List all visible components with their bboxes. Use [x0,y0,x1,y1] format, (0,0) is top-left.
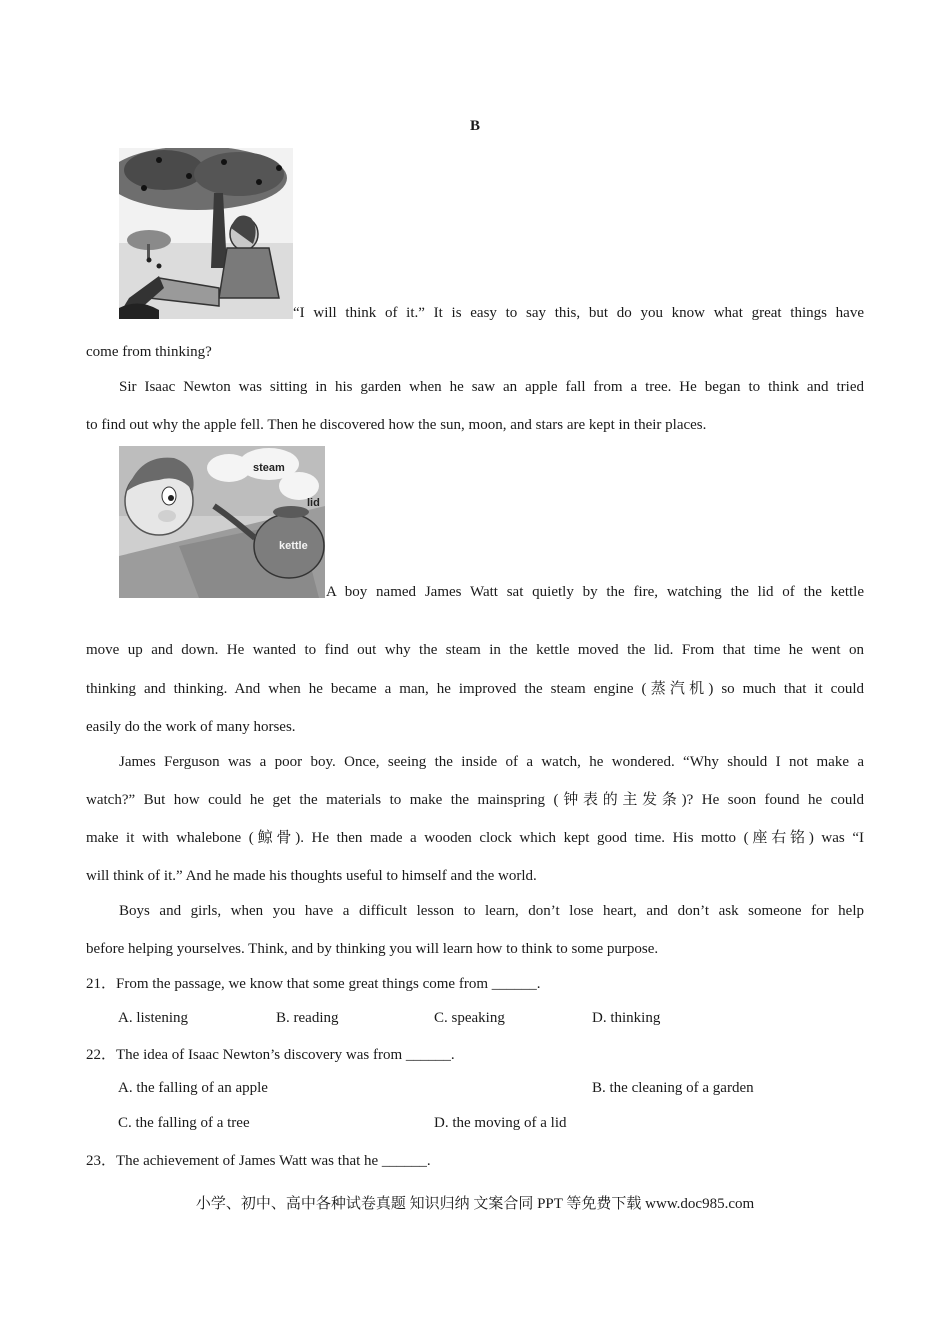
passage-line: will think of it.” And he made his thoughts useful to himself and the world. [86,868,537,884]
question-23-stem: 23．The achievement of James Watt was that he ______. [86,1153,431,1169]
passage-line: thinking and thinking. And when he became a man, he improved the steam engine (蒸汽机) so much that it could [86,681,864,697]
passage-line: come from thinking? [86,344,212,360]
question-22-stem: 22．The idea of Isaac Newton’s discovery was from ______. [86,1047,455,1063]
page-footer: 小学、初中、高中各种试卷真题 知识归纳 文案合同 PPT 等免费下载 www.doc985.com [195,1196,755,1212]
newton-illustration [119,148,293,319]
q21-option-c[interactable]: C. speaking [434,1010,505,1026]
q22-option-a[interactable]: A. the falling of an apple [118,1080,268,1096]
kettle-image-label: kettle [279,540,308,552]
q21-option-a[interactable]: A. listening [118,1010,188,1026]
question-21-stem: 21．From the passage, we know that some great things come from ______. [86,976,541,992]
kettle-image-label: steam [253,462,285,474]
newton-under-apple-tree-icon [119,148,293,319]
q22-option-b[interactable]: B. the cleaning of a garden [592,1080,754,1096]
q21-option-b[interactable]: B. reading [276,1010,339,1026]
q22-option-c[interactable]: C. the falling of a tree [118,1115,250,1131]
kettle-image-label: lid [307,497,320,509]
passage-line: Sir Isaac Newton was sitting in his garden when he saw an apple fall from a tree. He began to think and tried [119,379,864,395]
passage-line: watch?” But how could he get the materials to make the mainspring (钟表的主发条)? He soon found he could [86,792,864,808]
passage-line: “I will think of it.” It is easy to say this, but do you know what great things have [293,305,864,321]
passage-line: James Ferguson was a poor boy. Once, seeing the inside of a watch, he wondered. “Why should I not make a [119,754,864,770]
passage-line: A boy named James Watt sat quietly by the fire, watching the lid of the kettle [326,584,864,600]
passage-line: before helping yourselves. Think, and by thinking you will learn how to think to some purpose. [86,941,659,957]
passage-line: make it with whalebone (鲸骨). He then made a wooden clock which kept good time. His motto (座右铭) was “I [86,830,864,846]
q22-option-d[interactable]: D. the moving of a lid [434,1115,567,1131]
section-label: B [469,118,480,134]
boy-watching-kettle-icon [119,446,325,598]
passage-line: Boys and girls, when you have a difficult lesson to learn, don’t lose heart, and don’t ask someone for help [119,903,864,919]
passage-line: easily do the work of many horses. [86,719,296,735]
passage-line: move up and down. He wanted to find out why the steam in the kettle moved the lid. From that time he went on [86,642,864,658]
q21-option-d[interactable]: D. thinking [592,1010,661,1026]
kettle-illustration [119,446,325,598]
passage-line: to find out why the apple fell. Then he discovered how the sun, moon, and stars are kept in their places. [86,417,707,433]
